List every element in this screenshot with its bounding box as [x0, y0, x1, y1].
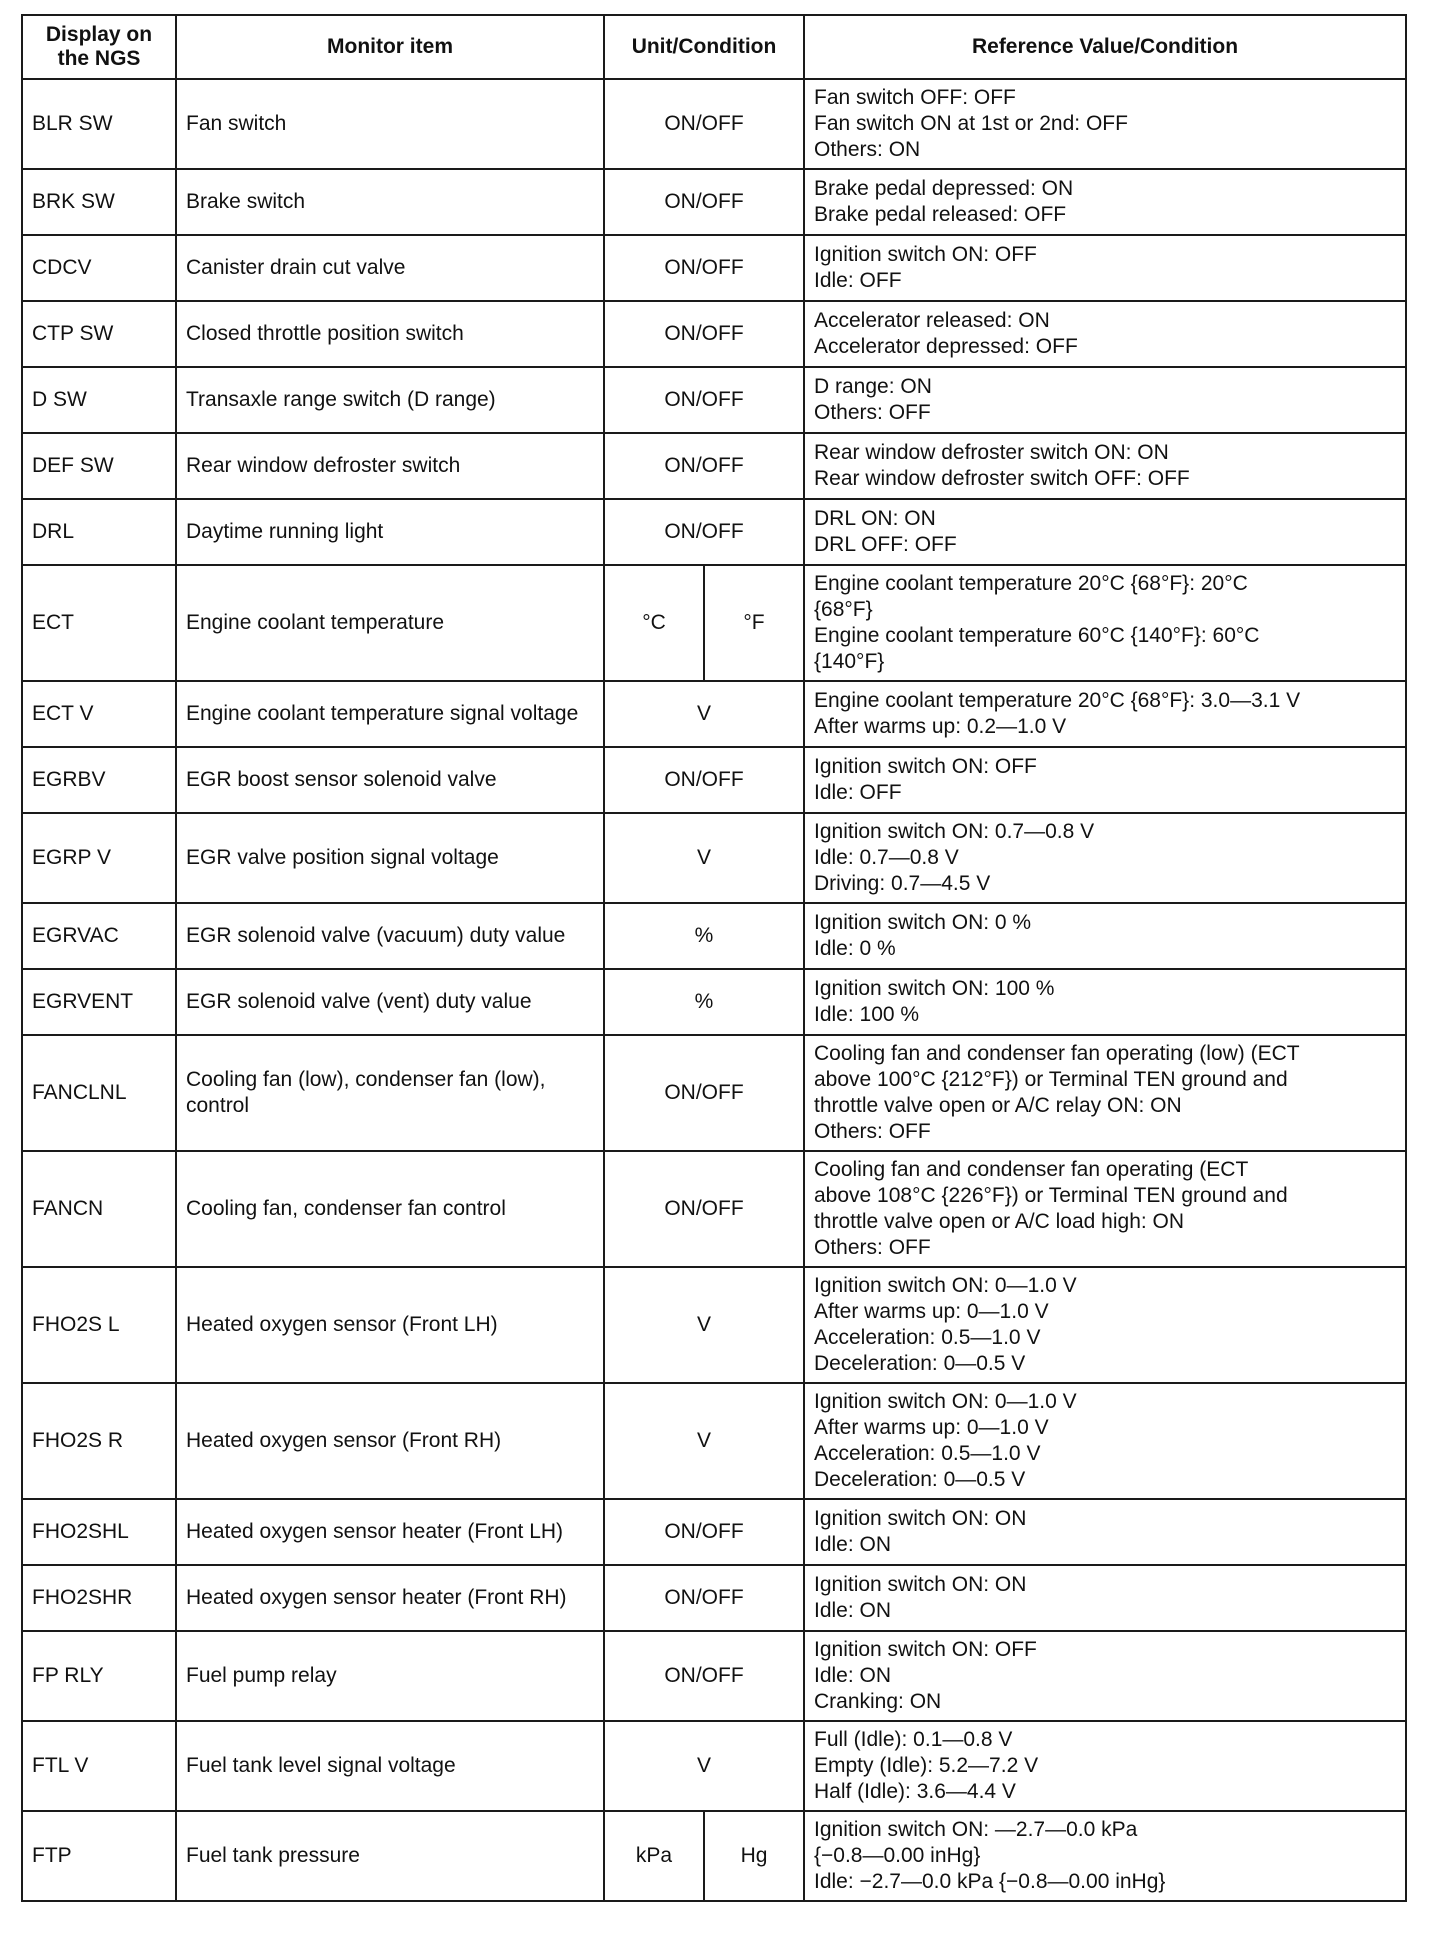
table-row [22, 1499, 1406, 1565]
reference-line: above 108°C {226°F}) or Terminal TEN ground and [814, 1184, 1288, 1207]
display-code-cell: EGRVENT [22, 969, 176, 1035]
reference-line: Others: OFF [814, 401, 931, 424]
reference-line: Cooling fan and condenser fan operating (ECT [814, 1158, 1249, 1181]
unit-cell: V [604, 681, 804, 747]
table-row [22, 499, 1406, 565]
display-code-cell: D SW [22, 367, 176, 433]
reference-line: Full (Idle): 0.1—0.8 V [814, 1728, 1013, 1751]
reference-line: Cooling fan and condenser fan operating (low) (ECT [814, 1042, 1300, 1065]
table-row [22, 301, 1406, 367]
table-row [22, 1035, 1406, 1151]
reference-line: Idle: ON [814, 1664, 892, 1687]
table-row [22, 1631, 1406, 1721]
display-code-cell: FTP [22, 1811, 176, 1901]
monitor-item-cell: Canister drain cut valve [176, 235, 604, 301]
reference-value-cell [804, 235, 1406, 301]
display-code-cell: FP RLY [22, 1631, 176, 1721]
reference-line: Ignition switch ON: 0.7—0.8 V [814, 820, 1095, 843]
reference-value-cell [804, 969, 1406, 1035]
table-row [22, 681, 1406, 747]
reference-value-cell [804, 301, 1406, 367]
reference-line: Ignition switch ON: OFF [814, 243, 1037, 266]
reference-value-cell [804, 1811, 1406, 1901]
reference-line: Ignition switch ON: 0—1.0 V [814, 1274, 1077, 1297]
reference-line: Fan switch ON at 1st or 2nd: OFF [814, 112, 1128, 135]
monitor-item-cell: Engine coolant temperature signal voltage [176, 681, 604, 747]
table-row [22, 1151, 1406, 1267]
header-unit-condition: Unit/Condition [604, 15, 804, 79]
table-row [22, 1383, 1406, 1499]
reference-line: Deceleration: 0—0.5 V [814, 1468, 1026, 1491]
monitor-item-cell: Fuel tank pressure [176, 1811, 604, 1901]
reference-line: After warms up: 0—1.0 V [814, 1300, 1049, 1323]
reference-line: Idle: ON [814, 1533, 892, 1556]
reference-value-cell [804, 903, 1406, 969]
monitor-item-cell: EGR solenoid valve (vent) duty value [176, 969, 604, 1035]
unit-cell: V [604, 1383, 804, 1499]
monitor-item-cell: Fuel pump relay [176, 1631, 604, 1721]
monitor-item-cell: Fan switch [176, 79, 604, 169]
reference-line: Ignition switch ON: —2.7—0.0 kPa [814, 1818, 1138, 1841]
unit-cell: ON/OFF [604, 301, 804, 367]
monitor-item-cell: EGR solenoid valve (vacuum) duty value [176, 903, 604, 969]
reference-line: DRL ON: ON [814, 507, 936, 530]
reference-line: Others: OFF [814, 1120, 931, 1143]
reference-value-cell [804, 1631, 1406, 1721]
reference-line: Idle: OFF [814, 269, 902, 292]
table-row [22, 747, 1406, 813]
reference-line: Half (Idle): 3.6—4.4 V [814, 1780, 1016, 1803]
reference-line: Idle: 0.7—0.8 V [814, 846, 959, 869]
table-row [22, 235, 1406, 301]
unit-cell: V [604, 1267, 804, 1383]
unit-cell: ON/OFF [604, 1499, 804, 1565]
monitor-item-cell: EGR valve position signal voltage [176, 813, 604, 903]
reference-value-cell [804, 1267, 1406, 1383]
display-code-cell: FHO2SHR [22, 1565, 176, 1631]
display-code-cell: FHO2S R [22, 1383, 176, 1499]
table-row [22, 903, 1406, 969]
unit-cell: ON/OFF [604, 367, 804, 433]
display-code-cell: FANCLNL [22, 1035, 176, 1151]
unit-cell: ON/OFF [604, 433, 804, 499]
reference-value-cell [804, 1151, 1406, 1267]
pid-monitor-table [21, 14, 1407, 1902]
monitor-item-cell: Heated oxygen sensor (Front RH) [176, 1383, 604, 1499]
reference-line: Engine coolant temperature 20°C {68°F}: 3.0—3.1 V [814, 689, 1301, 712]
reference-line: Ignition switch ON: ON [814, 1573, 1027, 1596]
reference-line: Engine coolant temperature 60°C {140°F}: 60°C [814, 624, 1260, 647]
display-code-cell: DEF SW [22, 433, 176, 499]
reference-line: Others: ON [814, 138, 921, 161]
unit-cell: ON/OFF [604, 79, 804, 169]
reference-line: Empty (Idle): 5.2—7.2 V [814, 1754, 1039, 1777]
reference-value-cell [804, 681, 1406, 747]
reference-line: After warms up: 0—1.0 V [814, 1416, 1049, 1439]
reference-line: Accelerator depressed: OFF [814, 335, 1078, 358]
monitor-item-cell: Engine coolant temperature [176, 565, 604, 681]
reference-line: Rear window defroster switch OFF: OFF [814, 467, 1190, 490]
reference-line: Accelerator released: ON [814, 309, 1050, 332]
reference-line: Acceleration: 0.5—1.0 V [814, 1442, 1041, 1465]
unit-cell: ON/OFF [604, 1151, 804, 1267]
reference-line: {68°F} [814, 598, 873, 621]
reference-line: After warms up: 0.2—1.0 V [814, 715, 1067, 738]
reference-value-cell [804, 1499, 1406, 1565]
reference-value-cell [804, 169, 1406, 235]
unit-cell: ON/OFF [604, 169, 804, 235]
monitor-item-cell: Transaxle range switch (D range) [176, 367, 604, 433]
table-row [22, 969, 1406, 1035]
monitor-item-cell: Rear window defroster switch [176, 433, 604, 499]
table-row [22, 1267, 1406, 1383]
display-code-cell: FANCN [22, 1151, 176, 1267]
unit-cell: kPa [604, 1811, 704, 1901]
reference-line: throttle valve open or A/C relay ON: ON [814, 1094, 1182, 1117]
reference-value-cell [804, 813, 1406, 903]
display-code-cell: EGRBV [22, 747, 176, 813]
table-row [22, 1721, 1406, 1811]
unit-cell: Hg [704, 1811, 804, 1901]
monitor-item-cell: Heated oxygen sensor heater (Front LH) [176, 1499, 604, 1565]
display-code-cell: EGRP V [22, 813, 176, 903]
monitor-item-cell: Cooling fan (low), condenser fan (low), control [176, 1035, 604, 1151]
header-reference-value: Reference Value/Condition [804, 15, 1406, 79]
reference-value-cell [804, 499, 1406, 565]
reference-line: DRL OFF: OFF [814, 533, 957, 556]
display-code-cell: ECT [22, 565, 176, 681]
table-row [22, 367, 1406, 433]
display-code-cell: CTP SW [22, 301, 176, 367]
display-code-cell: FHO2S L [22, 1267, 176, 1383]
reference-line: Rear window defroster switch ON: ON [814, 441, 1169, 464]
table-row [22, 79, 1406, 169]
table-row [22, 565, 1406, 681]
monitor-item-cell: Heated oxygen sensor heater (Front RH) [176, 1565, 604, 1631]
reference-line: {−0.8—0.00 inHg} [814, 1844, 981, 1867]
display-code-cell: ECT V [22, 681, 176, 747]
monitor-table-sheet [21, 14, 1405, 1902]
reference-line: Ignition switch ON: OFF [814, 1638, 1037, 1661]
reference-line: Idle: OFF [814, 781, 902, 804]
reference-line: D range: ON [814, 375, 932, 398]
display-code-cell: BLR SW [22, 79, 176, 169]
display-code-cell: EGRVAC [22, 903, 176, 969]
table-row [22, 813, 1406, 903]
display-code-cell: FHO2SHL [22, 1499, 176, 1565]
header-monitor-item: Monitor item [176, 15, 604, 79]
reference-line: Ignition switch ON: ON [814, 1507, 1027, 1530]
display-code-cell: FTL V [22, 1721, 176, 1811]
table-row [22, 1811, 1406, 1901]
reference-line: Idle: 0 % [814, 937, 896, 960]
monitor-item-cell: EGR boost sensor solenoid valve [176, 747, 604, 813]
unit-cell: ON/OFF [604, 1565, 804, 1631]
unit-cell: °C [604, 565, 704, 681]
reference-line: Ignition switch ON: 0—1.0 V [814, 1390, 1077, 1413]
reference-line: Deceleration: 0—0.5 V [814, 1352, 1026, 1375]
reference-line: Idle: ON [814, 1599, 892, 1622]
reference-line: Fan switch OFF: OFF [814, 86, 1016, 109]
unit-cell: ON/OFF [604, 499, 804, 565]
reference-line: Driving: 0.7—4.5 V [814, 872, 991, 895]
display-code-cell: BRK SW [22, 169, 176, 235]
reference-line: Ignition switch ON: 0 % [814, 911, 1032, 934]
table-header-row [22, 15, 1406, 79]
reference-line: Brake pedal released: OFF [814, 203, 1067, 226]
monitor-item-cell: Closed throttle position switch [176, 301, 604, 367]
unit-cell: °F [704, 565, 804, 681]
unit-cell: ON/OFF [604, 1035, 804, 1151]
monitor-item-cell: Brake switch [176, 169, 604, 235]
reference-line: Acceleration: 0.5—1.0 V [814, 1326, 1041, 1349]
table-row [22, 169, 1406, 235]
monitor-item-cell: Fuel tank level signal voltage [176, 1721, 604, 1811]
reference-value-cell [804, 79, 1406, 169]
reference-line: Idle: 100 % [814, 1003, 920, 1026]
reference-value-cell [804, 1383, 1406, 1499]
reference-line: above 100°C {212°F}) or Terminal TEN ground and [814, 1068, 1288, 1091]
reference-line: throttle valve open or A/C load high: ON [814, 1210, 1185, 1233]
unit-cell: % [604, 969, 804, 1035]
unit-cell: % [604, 903, 804, 969]
display-code-cell: DRL [22, 499, 176, 565]
reference-value-cell [804, 1565, 1406, 1631]
reference-line: Engine coolant temperature 20°C {68°F}: 20°C [814, 572, 1248, 595]
unit-cell: V [604, 1721, 804, 1811]
unit-cell: ON/OFF [604, 235, 804, 301]
reference-value-cell [804, 747, 1406, 813]
reference-line: Ignition switch ON: OFF [814, 755, 1037, 778]
display-code-cell: CDCV [22, 235, 176, 301]
reference-value-cell [804, 1721, 1406, 1811]
unit-cell: ON/OFF [604, 747, 804, 813]
reference-line: Idle: −2.7—0.0 kPa {−0.8—0.00 inHg} [814, 1870, 1166, 1893]
monitor-item-cell: Heated oxygen sensor (Front LH) [176, 1267, 604, 1383]
reference-line: Brake pedal depressed: ON [814, 177, 1074, 200]
reference-line: Cranking: ON [814, 1690, 942, 1713]
header-display: Display on the NGS [22, 15, 176, 79]
table-row [22, 1565, 1406, 1631]
reference-value-cell [804, 565, 1406, 681]
table-body [22, 79, 1406, 1901]
reference-line: Ignition switch ON: 100 % [814, 977, 1055, 1000]
unit-cell: V [604, 813, 804, 903]
reference-line: Others: OFF [814, 1236, 931, 1259]
monitor-item-cell: Cooling fan, condenser fan control [176, 1151, 604, 1267]
reference-line: {140°F} [814, 650, 885, 673]
table-row [22, 433, 1406, 499]
reference-value-cell [804, 367, 1406, 433]
reference-value-cell [804, 1035, 1406, 1151]
unit-cell: ON/OFF [604, 1631, 804, 1721]
monitor-item-cell: Daytime running light [176, 499, 604, 565]
reference-value-cell [804, 433, 1406, 499]
